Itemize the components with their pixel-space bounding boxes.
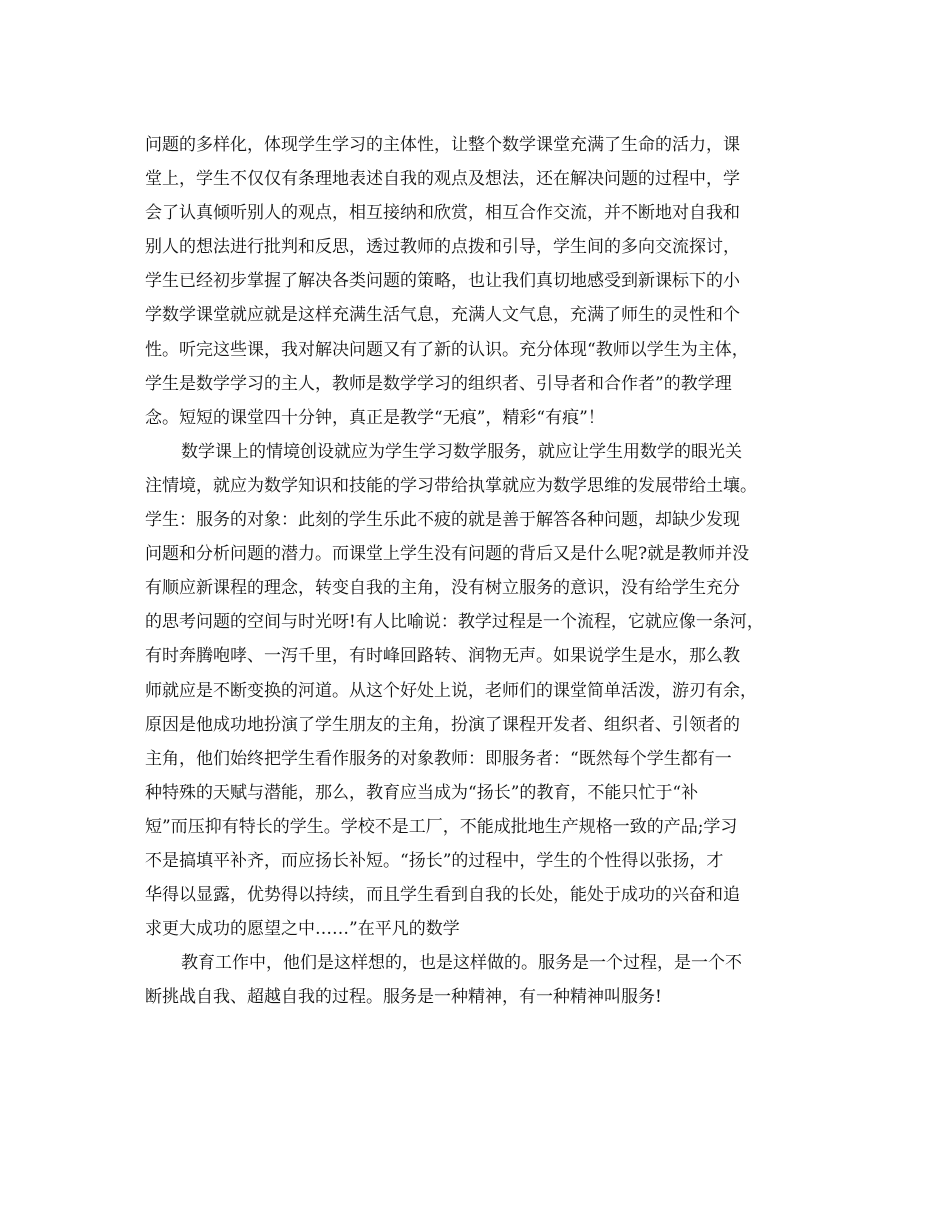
text-line: 求更大成功的愿望之中……”在平凡的数学 bbox=[145, 919, 460, 940]
text-line: 断挑战自我、超越自我的过程。服务是一种精神，有一种精神叫服务! bbox=[145, 987, 662, 1008]
text-line: 华得以显露，优势得以持续，而且学生看到自我的长处，能处于成功的兴奋和追 bbox=[145, 885, 740, 906]
text-line: 学生已经初步掌握了解决各类问题的策略，也让我们真切地感受到新课标下的小 bbox=[145, 271, 740, 292]
text-line: 师就应是不断变换的河道。从这个好处上说，老师们的课堂简单活泼，游刃有余， bbox=[145, 680, 757, 701]
text-line: 会了认真倾听别人的观点，相互接纳和欣赏，相互合作交流，并不断地对自我和 bbox=[145, 203, 740, 224]
text-line: 有顺应新课程的理念，转变自我的主角，没有树立服务的意识，没有给学生充分 bbox=[145, 578, 740, 599]
text-line: 注情境，就应为数学知识和技能的学习带给执掌就应为数学思维的发展带给土壤。 bbox=[145, 475, 757, 496]
text-line: 堂上，学生不仅仅有条理地表述自我的观点及想法，还在解决问题的过程中，学 bbox=[145, 169, 740, 190]
text-line: 问题和分析问题的潜力。而课堂上学生没有问题的背后又是什么呢?就是教师并没 bbox=[145, 544, 750, 565]
text-line: 教育工作中，他们是这样想的，也是这样做的。服务是一个过程，是一个不 bbox=[181, 953, 742, 974]
text-line: 主角，他们始终把学生看作服务的对象教师：即服务者：“既然每个学生都有一 bbox=[145, 748, 732, 769]
document-body bbox=[145, 128, 825, 1014]
text-line: 种特殊的天赋与潜能，那么，教育应当成为“扬长”的教育，不能只忙于“补 bbox=[145, 782, 699, 803]
text-line: 学数学课堂就应就是这样充满生活气息，充满人文气息，充满了师生的灵性和个 bbox=[145, 305, 740, 326]
text-line: 学生是数学学习的主人，教师是数学学习的组织者、引导者和合作者”的教学理 bbox=[145, 373, 732, 394]
text-line: 的思考问题的空间与时光呀!有人比喻说：教学过程是一个流程，它就应像一条河， bbox=[145, 612, 764, 633]
text-line: 原因是他成功地扮演了学生朋友的主角，扮演了课程开发者、组织者、引领者的 bbox=[145, 714, 740, 735]
text-line: 不是搞填平补齐，而应扬长补短。“扬长”的过程中，学生的个性得以张扬，才 bbox=[145, 850, 724, 871]
text-line: 性。听完这些课，我对解决问题又有了新的认识。充分体现“教师以学生为主体， bbox=[145, 339, 749, 360]
text-line: 别人的想法进行批判和反思，透过教师的点拨和引导，学生间的多向交流探讨， bbox=[145, 237, 740, 258]
text-line: 有时奔腾咆哮、一泻千里，有时峰回路转、润物无声。如果说学生是水，那么教 bbox=[145, 646, 740, 667]
text-line: 短”而压抑有特长的学生。学校不是工厂，不能成批地生产规格一致的产品;学习 bbox=[145, 816, 738, 837]
text-line: 学生：服务的对象：此刻的学生乐此不疲的就是善于解答各种问题，却缺少发现 bbox=[145, 510, 740, 531]
text-line: 念。短短的课堂四十分钟，真正是教学“无痕”，精彩“有痕”！ bbox=[145, 407, 605, 428]
text-line: 数学课上的情境创设就应为学生学习数学服务，就应让学生用数学的眼光关 bbox=[181, 441, 742, 462]
text-line: 问题的多样化，体现学生学习的主体性，让整个数学课堂充满了生命的活力，课 bbox=[145, 135, 740, 155]
